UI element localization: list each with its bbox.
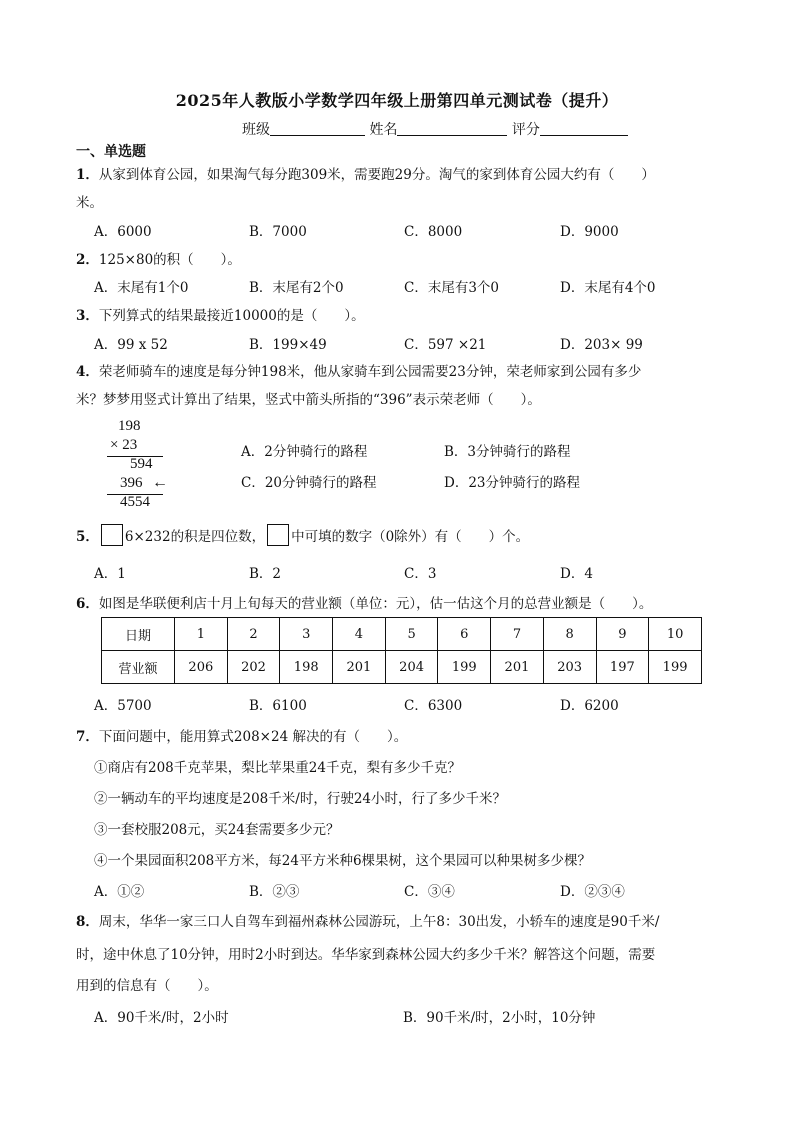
table-cell: 9: [596, 618, 649, 651]
q2-option-a[interactable]: A．末尾有1个0: [94, 280, 189, 296]
table-cell: 6: [438, 618, 491, 651]
table-cell: 5: [385, 618, 438, 651]
question-text: 中可填的数字（0除外）有（ ）个。: [291, 529, 530, 545]
question-text: 从家到体育公园，如果淘气每分跑309米，需要跑29分。淘气的家到体育公园大约有（ ）: [98, 167, 655, 183]
multiplier: × 23: [110, 437, 138, 453]
q7-option-d[interactable]: D．②③④: [560, 884, 625, 900]
sales-table: [101, 617, 702, 684]
table-row: [102, 618, 702, 651]
q5-option-b[interactable]: B．2: [249, 566, 282, 582]
section-heading: 一、单选题: [76, 144, 146, 160]
question-6-stem: [76, 592, 652, 612]
q4-option-b[interactable]: B．3分钟骑行的路程: [444, 444, 571, 460]
question-text: 6×232的积是四位数，: [124, 529, 266, 545]
table-cell: 199: [649, 651, 702, 684]
table-cell: 204: [385, 651, 438, 684]
question-number: 6．: [76, 596, 99, 612]
table-cell: 203: [543, 651, 596, 684]
partial-product-1: 594: [130, 456, 153, 472]
table-cell: 206: [175, 651, 228, 684]
q4-option-d[interactable]: D．23分钟骑行的路程: [444, 475, 581, 491]
student-info: [242, 119, 628, 139]
question-7-stem: [76, 725, 407, 745]
q6-option-c[interactable]: C．6300: [404, 698, 463, 714]
question-2-stem: [76, 248, 241, 268]
q3-option-b[interactable]: B．199×49: [249, 337, 327, 353]
question-1-stem: [76, 163, 655, 183]
question-text: 周末，华华一家三口人自驾车到福州森林公园游玩，上午8：30出发，小轿车的速度是90千米/: [98, 914, 660, 930]
q1-option-b[interactable]: B．7000: [249, 224, 307, 240]
q6-option-a[interactable]: A．5700: [94, 698, 152, 714]
table-cell: 201: [491, 651, 544, 684]
question-4-stem: [76, 360, 641, 380]
table-cell: 201: [333, 651, 386, 684]
q7-item-3: ③一套校服208元，买24套需要多少元？: [94, 822, 340, 838]
q7-option-c[interactable]: C．③④: [404, 884, 455, 900]
question-number: 3．: [76, 308, 99, 324]
product: 4554: [120, 494, 150, 510]
question-number: 7．: [76, 729, 99, 745]
q3-option-c[interactable]: C．597 ×21: [404, 337, 487, 353]
page-title: 2025年人教版小学数学四年级上册第四单元测试卷（提升）: [175, 91, 619, 110]
question-number: 4．: [76, 364, 99, 380]
score-label: 评分: [511, 122, 540, 138]
table-cell: 10: [649, 618, 702, 651]
table-row: [102, 651, 702, 684]
question-text: 下面问题中，能用算式208×24 解决的有（ ）。: [98, 729, 408, 745]
q6-option-b[interactable]: B．6100: [249, 698, 307, 714]
question-8-stem-cont: 用到的信息有（ ）。: [76, 978, 218, 994]
q8-option-a[interactable]: A．90千米/时，2小时: [94, 1010, 229, 1026]
question-number: 2．: [76, 252, 99, 268]
question-1-stem-cont: 米。: [76, 195, 103, 211]
question-text: 下列算式的结果最接近10000的是（ ）。: [98, 308, 365, 324]
class-label: 班级: [242, 122, 270, 138]
question-number: 1．: [76, 167, 99, 183]
q7-item-2: ②一辆动车的平均速度是208千米/时，行驶24小时，行了多少千米？: [94, 791, 506, 807]
question-5-stem: [76, 524, 529, 546]
table-cell: 199: [438, 651, 491, 684]
question-3-stem: [76, 304, 365, 324]
q1-option-a[interactable]: A．6000: [94, 224, 152, 240]
q7-item-1: ①商店有208千克苹果，梨比苹果重24千克，梨有多少千克？: [94, 760, 461, 776]
question-8-stem: [76, 910, 659, 930]
question-number: 5．: [76, 529, 99, 545]
arrow-icon: ←: [152, 474, 168, 491]
q7-option-a[interactable]: A．①②: [94, 884, 145, 900]
question-text: 如图是华联便利店十月上旬每天的营业额（单位：元），估一估这个月的总营业额是（ ）。: [98, 596, 653, 612]
question-8-stem-cont: 时，途中休息了10分钟，用时2小时到达。华华家到森林公园大约多少千米？解答这个问题，需要: [76, 947, 656, 963]
partial-product-2: 396: [120, 475, 143, 491]
q2-option-b[interactable]: B．末尾有2个0: [249, 280, 344, 296]
q3-option-a[interactable]: A．99 x 52: [94, 337, 168, 353]
question-4-stem-cont: 米？梦梦用竖式计算出了结果，竖式中箭头所指的“396”表示荣老师（ ）。: [76, 392, 541, 408]
q7-option-b[interactable]: B．②③: [249, 884, 300, 900]
q2-option-d[interactable]: D．末尾有4个0: [560, 280, 656, 296]
q3-option-d[interactable]: D．203× 99: [560, 337, 643, 353]
table-cell: 8: [543, 618, 596, 651]
q5-option-a[interactable]: A．1: [94, 566, 126, 582]
table-cell: 1: [175, 618, 228, 651]
q4-option-c[interactable]: C．20分钟骑行的路程: [241, 475, 377, 491]
q6-option-d[interactable]: D．6200: [560, 698, 619, 714]
q1-option-d[interactable]: D．9000: [560, 224, 619, 240]
table-cell: 4: [333, 618, 386, 651]
q5-option-c[interactable]: C．3: [404, 566, 437, 582]
q7-item-4: ④一个果园面积208平方米，每24平方米种6棵果树，这个果园可以种果树多少棵？: [94, 853, 592, 869]
answer-box[interactable]: [101, 524, 123, 546]
q4-option-a[interactable]: A．2分钟骑行的路程: [241, 444, 368, 460]
class-blank[interactable]: [270, 121, 365, 136]
name-blank[interactable]: [397, 121, 507, 136]
table-cell: 197: [596, 651, 649, 684]
q8-option-b[interactable]: B．90千米/时，2小时，10分钟: [403, 1010, 596, 1026]
table-cell: 2: [227, 618, 280, 651]
question-text: 125×80的积（ ）。: [98, 252, 241, 268]
table-header-cell: 日期: [102, 618, 175, 651]
table-cell: 198: [280, 651, 333, 684]
table-cell: 7: [491, 618, 544, 651]
table-header-cell: 营业额: [102, 651, 175, 684]
question-text: 荣老师骑车的速度是每分钟198米，他从家骑车到公园需要23分钟，荣老师家到公园有多少: [98, 364, 642, 380]
multiplicand: 198: [118, 418, 141, 434]
table-cell: 3: [280, 618, 333, 651]
q5-option-d[interactable]: D．4: [560, 566, 593, 582]
table-cell: 202: [227, 651, 280, 684]
name-label: 姓名: [369, 122, 398, 138]
answer-box[interactable]: [267, 524, 289, 546]
score-blank[interactable]: [540, 121, 628, 136]
question-number: 8．: [76, 914, 99, 930]
q2-option-c[interactable]: C．末尾有3个0: [404, 280, 500, 296]
q1-option-c[interactable]: C．8000: [404, 224, 463, 240]
